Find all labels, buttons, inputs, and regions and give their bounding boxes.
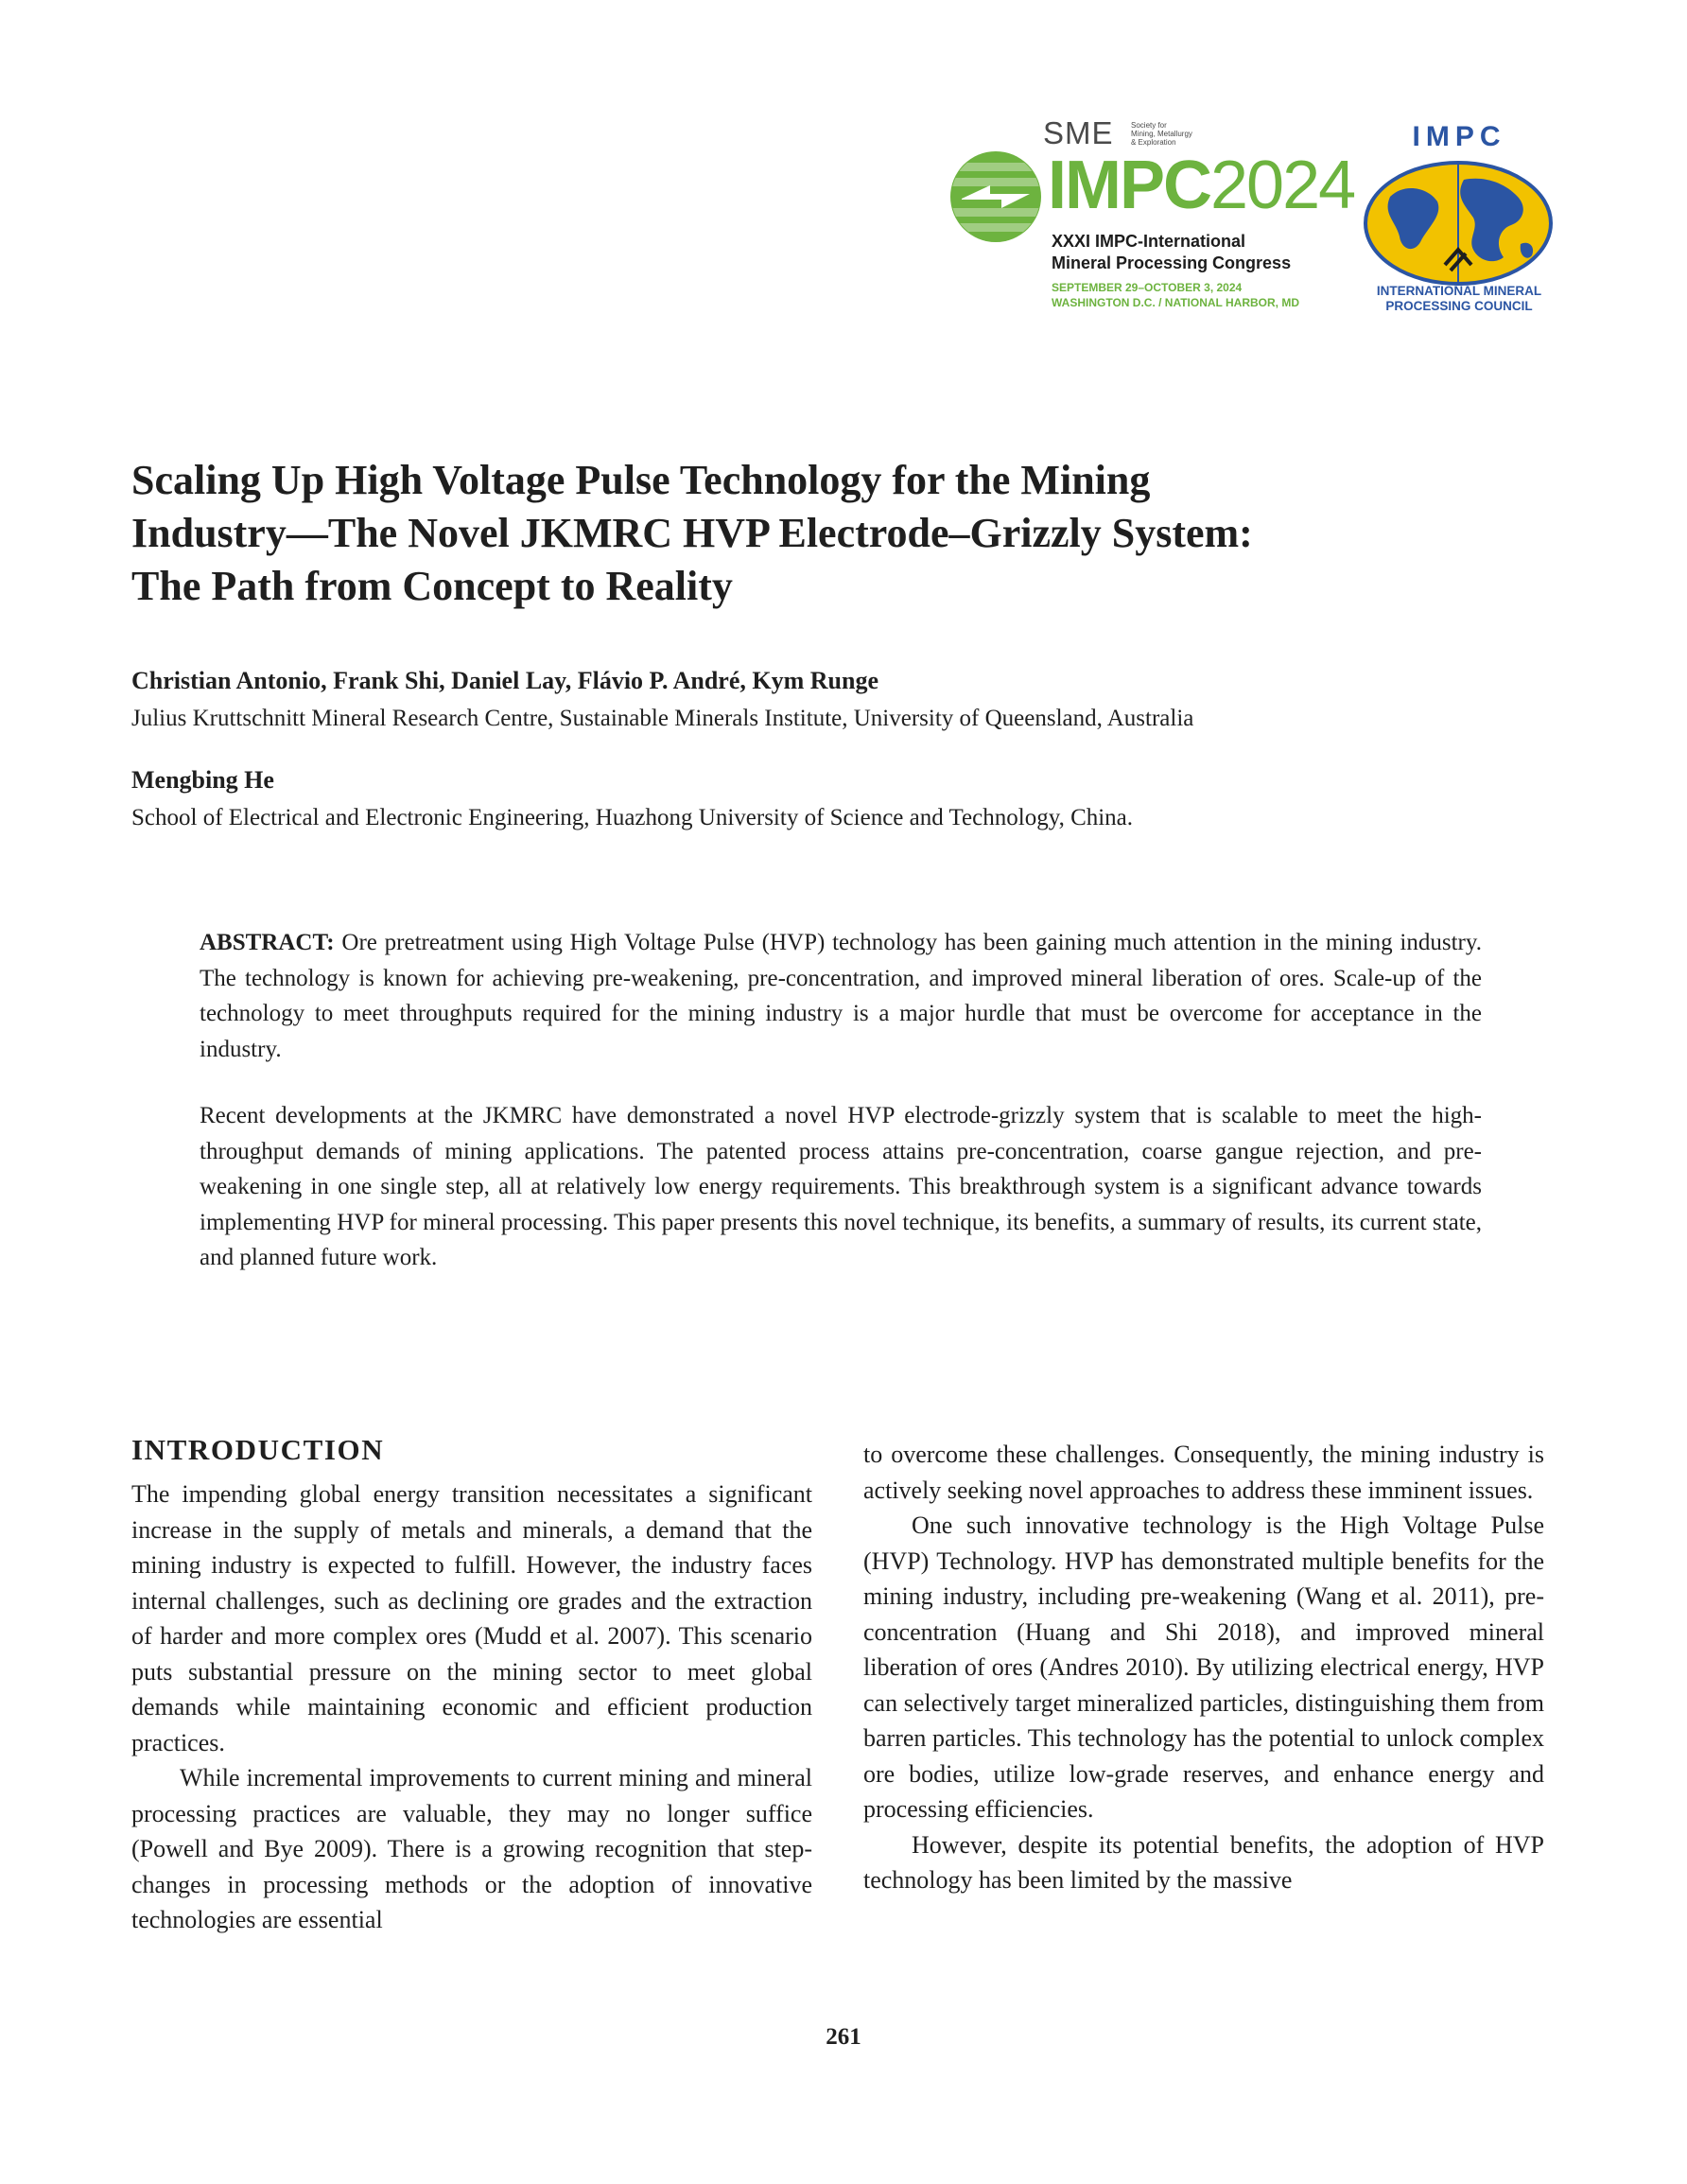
impc-council-logo — [1360, 121, 1558, 320]
body-paragraph: The impending global energy transition necessitates a significant increase in the supply of metals and minerals, a demand that the mining industry is expected to fulfill. However, the industry faces internal challenges, such as declining ore grades and the extraction of harder and more complex ores (Mudd et al. 2007). This scenario puts substantial pressure on the mining sector to meet global demands while maintaining economic and efficient production practices. — [131, 1480, 812, 1756]
section-heading: INTRODUCTION — [131, 1433, 385, 1466]
author-affiliation: Julius Kruttschnitt Mineral Research Centre, Sustainable Minerals Institute, University of Queensland, Australia — [131, 706, 1194, 731]
page-number: 261 — [826, 2024, 861, 2050]
abstract-paragraph: Recent developments at the JKMRC have demonstrated a novel HVP electrode-grizzly system that is scalable to meet the high-throughput demands of mining applications. The patented process attains pre-concentration, coarse gangue rejection, and pre-weakening in one single step, all at relatively low energy requirements. This breakthrough system is a significant advance towards implementing HVP for mineral processing. This paper presents this novel technique, its benefits, a summary of results, its current state, and planned future work. — [200, 1103, 1482, 1270]
left-column — [131, 1476, 812, 1938]
abstract-paragraph: ABSTRACT: Ore pretreatment using High Voltage Pulse (HVP) technology has been gaining much attention in the mining industry. The technology is known for achieving pre-weakening, pre-concentration, and improved mineral liberation of ores. Scale-up of the technology to meet throughputs required for the mining industry is a major hurdle that must be overcome for acceptance in the industry. — [200, 930, 1483, 1062]
author-list: Christian Antonio, Frank Shi, Daniel Lay, Flávio P. André, Kym Runge — [131, 667, 879, 694]
sme-wordmark: SME — [1043, 115, 1114, 150]
body-paragraph: One such innovative technology is the High Voltage Pulse (HVP) Technology. HVP has demonstrated multiple benefits for the mining industry, including pre-weakening (Wang et al. 2011), pre-concentration (Huang and Shi 2018), and improved mineral liberation of ores (Andres 2010). By utilizing electrical energy, HVP can selectively target mineralized particles, distinguishing them from barren particles. This technology has the potential to unlock complex ore bodies, utilize low-grade reserves, and enhance energy and processing efficiencies. — [863, 1511, 1544, 1823]
author-affiliation: School of Electrical and Electronic Engineering, Huazhong University of Science and Technology, China. — [131, 805, 1134, 830]
congress-name: XXXI IMPC-International Mineral Processing Congress — [1052, 232, 1292, 272]
abstract-label: ABSTRACT: — [200, 930, 335, 955]
title-line: Scaling Up High Voltage Pulse Technology for the Mining — [131, 457, 1151, 503]
impc2024-globe-icon — [948, 149, 1043, 244]
right-column — [863, 1437, 1544, 1898]
sme-subtitle: Society for Mining, Metallurgy & Exploration — [1131, 121, 1192, 147]
body-paragraph: However, despite its potential benefits, the adoption of HVP technology has been limited by the massive — [863, 1830, 1544, 1894]
body-paragraph: While incremental improvements to current mining and mineral processing practices are valuable, they may no longer suffice (Powell and Bye 2009). There is a growing recognition that step-changes in processing methods or the adoption of innovative technologies are essential — [131, 1764, 812, 1933]
congress-dates: SEPTEMBER 29–OCTOBER 3, 2024 WASHINGTON D.C. / NATIONAL HARBOR, MD — [1052, 281, 1299, 309]
title-line: Industry—The Novel JKMRC HVP Electrode–Grizzly System: — [131, 510, 1253, 556]
title-line: The Path from Concept to Reality — [131, 563, 733, 609]
globe-icon — [1362, 159, 1555, 288]
author-list: Mengbing He — [131, 766, 274, 794]
paper-title — [131, 454, 1550, 613]
council-title: IMPC — [1412, 121, 1506, 152]
council-name: INTERNATIONAL MINERAL PROCESSING COUNCIL — [1376, 284, 1542, 313]
body-paragraph: to overcome these challenges. Consequently, the mining industry is actively seeking novel approaches to address these imminent issues. — [863, 1441, 1544, 1504]
impc2024-wordmark: IMPC2024 — [1048, 148, 1355, 223]
